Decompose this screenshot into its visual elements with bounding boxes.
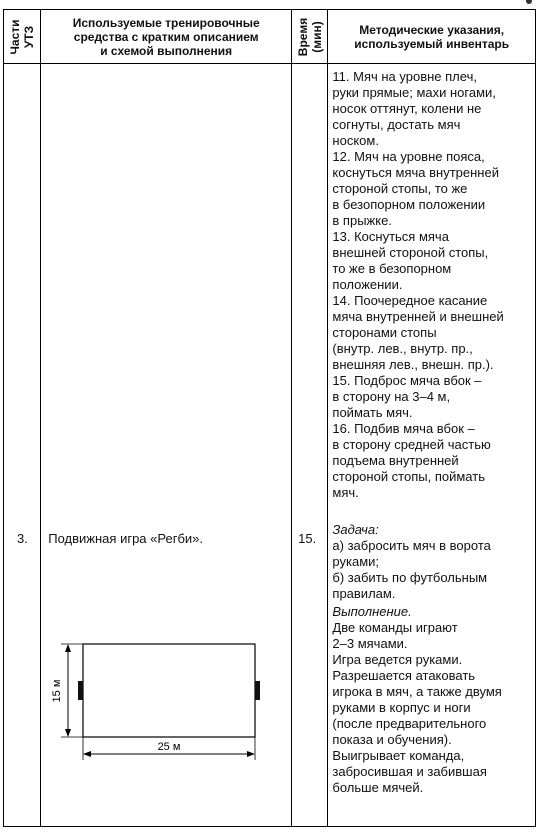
exec-line: руками в корпус и ноги (332, 700, 471, 715)
left-goal (78, 681, 83, 700)
exercise-line: мяча внутренней и внешней (332, 309, 504, 324)
exercise-line: коснуться мяча внутренней (332, 165, 499, 180)
table-header-row (4, 10, 536, 64)
time-cell (292, 64, 328, 827)
header-means-line3: и схемой выполнения (100, 43, 233, 58)
means-cell (41, 64, 292, 827)
header-notes-line1: Методические указания, (359, 22, 505, 37)
exec-line: Игра ведется руками. (332, 652, 463, 667)
right-goal (255, 681, 260, 700)
header-time-line1: Время (295, 17, 310, 56)
width-arrow-bottom (65, 729, 71, 737)
exercise-line: стороной стопы, поймать (332, 469, 485, 484)
task-heading: Задача: (332, 522, 379, 537)
previous-page-stub (0, 0, 541, 5)
exercise-line: то же в безопорном (332, 261, 452, 276)
exec-line: больше мячей. (332, 780, 424, 795)
header-part (4, 10, 41, 64)
exercise-line: 11. Мяч на уровне плеч, (332, 69, 477, 84)
notes-cell (328, 64, 536, 827)
exercise-line: 15. Подброс мяча вбок – (332, 373, 482, 388)
exercise-line: носок оттянут, колени не (332, 101, 482, 116)
header-notes-line2: используемый инвентарь (354, 36, 510, 51)
task-lines (332, 538, 532, 602)
exercise-line: мяч. (332, 485, 359, 500)
part-number: 3. (17, 531, 28, 546)
width-label: 15 м (51, 679, 64, 703)
exercise-line: 16. Подбив мяча вбок – (332, 421, 475, 436)
exercise-line: руки прямые; махи ногами, (332, 85, 496, 100)
header-notes (328, 10, 536, 64)
header-part-line1: Части (8, 18, 23, 55)
length-label: 25 м (157, 741, 181, 753)
exec-line: забросившая и забившая (332, 764, 487, 779)
exercise-line: внешняя лев., внешн. пр.). (332, 357, 494, 372)
length-arrow-right (247, 751, 255, 757)
header-means-line1: Используемые тренировочные (72, 15, 260, 30)
exec-line: Выигрывает команда, (332, 748, 465, 763)
exercise-line: 12. Мяч на уровне пояса, (332, 149, 485, 164)
exec-heading: Выполнение. (332, 604, 412, 619)
exercise-line: поймать мяч. (332, 405, 413, 420)
length-arrow-left (83, 751, 91, 757)
header-part-line2: УТЗ (22, 25, 37, 48)
exercise-line: согнуты, достать мяч (332, 117, 461, 132)
exercise-line: (внутр. лев., внутр. пр., (332, 341, 473, 356)
exec-line: (после предварительного (332, 716, 487, 731)
exec-line: 2–3 мячами. (332, 636, 408, 651)
table-row (4, 64, 536, 827)
exec-line: Разрешается атаковать (332, 668, 476, 683)
exercise-line: положении. (332, 277, 403, 292)
width-arrow-top (65, 644, 71, 652)
exercise-line: носком. (332, 133, 379, 148)
exec-line: игрока в мяч, а также двумя (332, 684, 502, 699)
header-time-line2: (мин) (309, 20, 324, 53)
part-cell (4, 64, 41, 827)
exec-line: показа и обучения). (332, 732, 452, 747)
header-means (41, 10, 292, 64)
field-boundary (83, 644, 255, 737)
exercise-line: сторонами стопы (332, 325, 437, 340)
exec-line: Две команды играют (332, 620, 458, 635)
exercise-line: в безопорном положении (332, 197, 486, 212)
exercise-line: 13. Коснуться мяча (332, 229, 449, 244)
exercise-line: в прыжке. (332, 213, 392, 228)
task-line: руками; (332, 554, 380, 569)
task-line: а) забросить мяч в ворота (332, 538, 491, 553)
header-means-line2: средства с кратким описанием (73, 29, 259, 44)
exercise-line: в сторону на 3–4 м, (332, 389, 451, 404)
exercise-line: внешней стороной стопы, (332, 245, 489, 260)
exercise-line: стороной стопы, то же (332, 181, 468, 196)
exec-lines (332, 620, 532, 796)
header-time (292, 10, 328, 64)
methodical-notes (332, 69, 532, 796)
training-table (3, 9, 536, 827)
task-line: правилам. (332, 586, 396, 601)
exercise-line: в сторону средней частью (332, 437, 491, 452)
exercise-line: подъема внутренней (332, 453, 459, 468)
exercise-lines (332, 69, 532, 501)
exercise-line: 14. Поочередное касание (332, 293, 488, 308)
game-title: Подвижная игра «Регби». (48, 531, 203, 546)
rugby-field-diagram (41, 64, 290, 826)
time-value: 15. (298, 531, 317, 546)
task-line: б) забить по футбольным (332, 570, 488, 585)
